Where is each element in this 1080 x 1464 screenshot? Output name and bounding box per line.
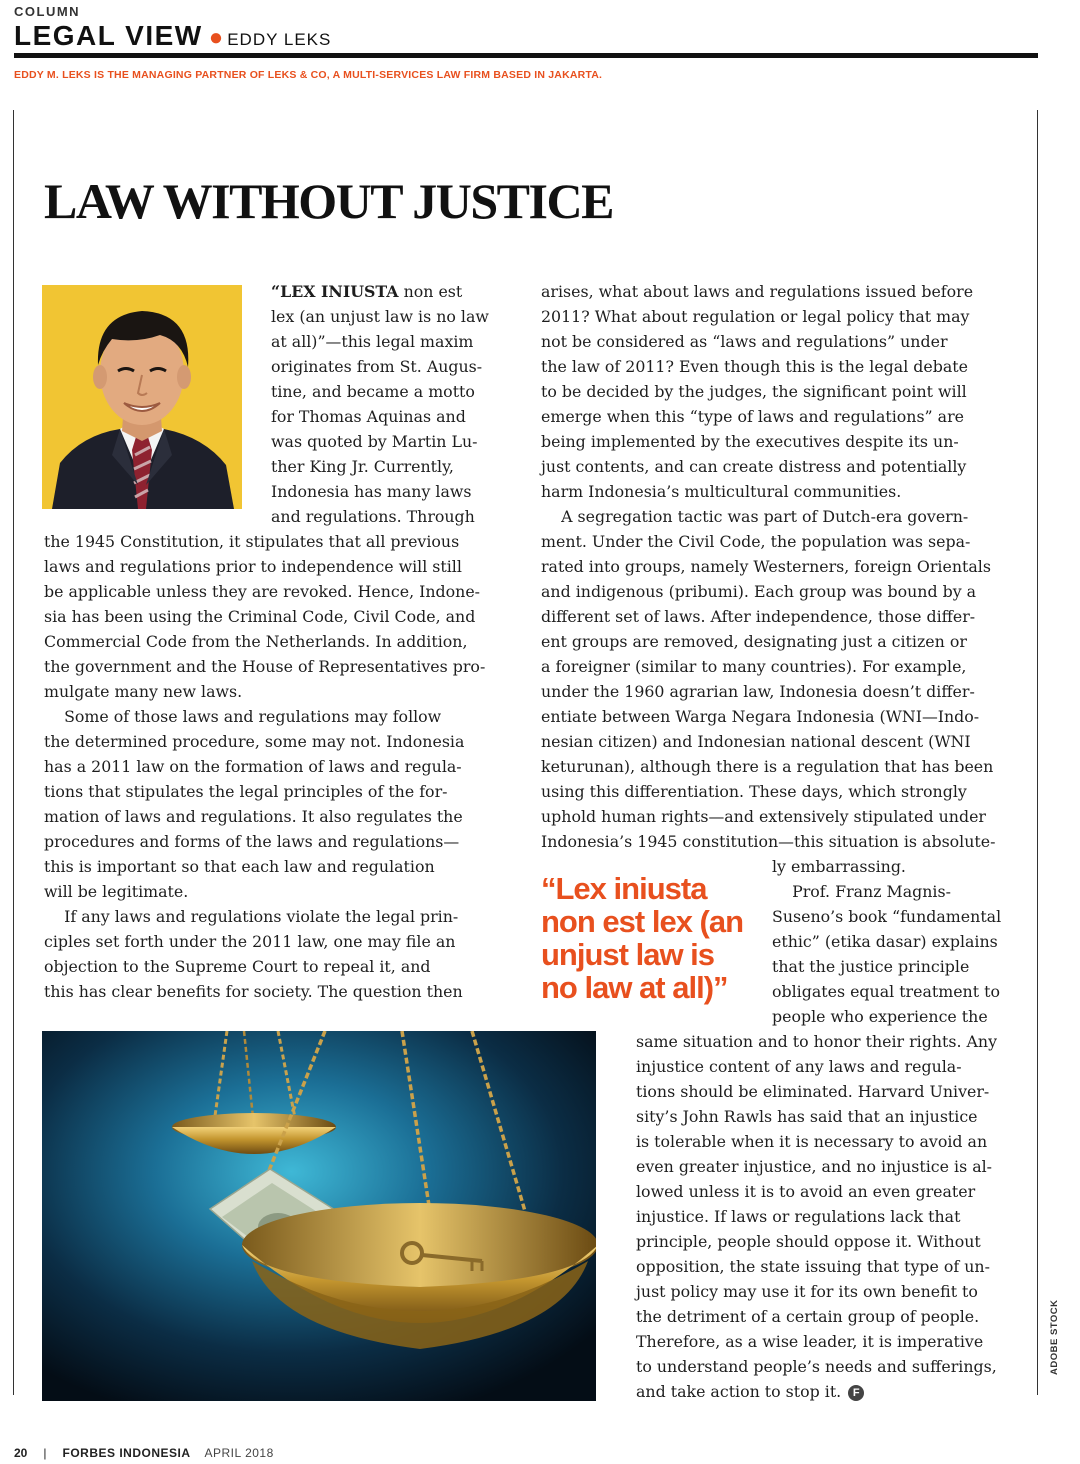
column-one-text — [44, 529, 485, 1004]
text-line: is tolerable when it is necessary to avoid an — [636, 1132, 988, 1151]
text-line: to be decided by the judges, the significant point will — [541, 382, 967, 401]
text-line: for Thomas Aquinas and — [271, 407, 466, 426]
header-rule — [14, 53, 1038, 58]
column-two-bottom-text — [636, 1029, 997, 1404]
pull-quote-line: no law at all)” — [541, 970, 728, 1005]
text-line: laws and regulations prior to independence will still — [44, 557, 462, 576]
column-two-text — [541, 279, 995, 854]
lead-in: “LEX INIUSTA — [271, 282, 399, 301]
text-line: Some of those laws and regulations may follow — [44, 707, 442, 726]
text-line: to understand people’s needs and sufferings, — [636, 1357, 997, 1376]
text-line: If any laws and regulations violate the legal prin- — [44, 907, 459, 926]
accent-dot-icon: ● — [208, 24, 224, 51]
text-line: ethic” (etika dasar) explains — [772, 932, 998, 951]
text-line: uphold human rights—and extensively stipulated under — [541, 807, 986, 826]
text-line: emerge when this “type of laws and regulations” are — [541, 407, 964, 426]
closing-text: and take action to stop it. — [636, 1382, 842, 1401]
text-line: harm Indonesia’s multicultural communities. — [541, 482, 902, 501]
column-author: EDDY LEKS — [227, 30, 332, 49]
left-column-rule — [13, 110, 14, 1395]
text-line: entiate between Warga Negara Indonesia (WNI—Indo- — [541, 707, 980, 726]
text-line: principle, people should oppose it. Without — [636, 1232, 981, 1251]
text-line: has a 2011 law on the formation of laws and regula- — [44, 757, 462, 776]
text-line: will be legitimate. — [44, 882, 189, 901]
text-line — [636, 1379, 997, 1404]
text-line: mulgate many new laws. — [44, 682, 243, 701]
text-line: under the 1960 agrarian law, Indonesia doesn’t differ- — [541, 682, 975, 701]
text-line: the government and the House of Representatives pro- — [44, 657, 486, 676]
text-line: 2011? What about regulation or legal policy that may — [541, 307, 970, 326]
pull-quote — [541, 872, 743, 1004]
section-kicker: COLUMN — [14, 4, 81, 19]
scales-of-justice-image — [42, 1031, 596, 1401]
column-header — [14, 20, 331, 52]
pull-quote-line: “Lex iniusta — [541, 871, 707, 906]
photo-credit: ADOBE STOCK — [1049, 1299, 1060, 1375]
issue-date: APRIL 2018 — [204, 1446, 274, 1460]
text-line: ent groups are removed, designating just a citizen or — [541, 632, 967, 651]
text-line: just contents, and can create distress and potentially — [541, 457, 967, 476]
lead-rest: non est — [398, 282, 463, 301]
end-mark-icon: F — [848, 1385, 864, 1401]
pull-quote-line: unjust law is — [541, 937, 715, 972]
text-line: sity’s John Rawls has said that an injustice — [636, 1107, 978, 1126]
text-line — [271, 279, 489, 304]
text-line: ciples set forth under the 2011 law, one may file an — [44, 932, 456, 951]
text-line: ther King Jr. Currently, — [271, 457, 454, 476]
author-note: EDDY M. LEKS IS THE MANAGING PARTNER OF LEKS & CO, A MULTI-SERVICES LAW FIRM BASED IN JAKARTA. — [14, 69, 603, 81]
text-line: tions that stipulates the legal principles of the for- — [44, 782, 448, 801]
text-line: different set of laws. After independence, those differ- — [541, 607, 976, 626]
text-line: even greater injustice, and no injustice is al- — [636, 1157, 993, 1176]
text-line: be applicable unless they are revoked. Hence, Indone- — [44, 582, 481, 601]
text-line: procedures and forms of the laws and regulations— — [44, 832, 460, 851]
text-line: was quoted by Martin Lu- — [271, 432, 478, 451]
text-line: injustice. If laws or regulations lack that — [636, 1207, 961, 1226]
text-line: the detriment of a certain group of people. — [636, 1307, 980, 1326]
text-line: not be considered as “laws and regulations” under — [541, 332, 948, 351]
text-line: this has clear benefits for society. The question then — [44, 982, 463, 1001]
article-headline: LAW WITHOUT JUSTICE — [44, 173, 613, 229]
text-line: Indonesia’s 1945 constitution—this situation is absolute- — [541, 832, 996, 851]
text-line: arises, what about laws and regulations issued before — [541, 282, 974, 301]
text-line: Therefore, as a wise leader, it is imperative — [636, 1332, 984, 1351]
text-line: and regulations. Through — [271, 507, 475, 526]
text-line: ly embarrassing. — [772, 857, 906, 876]
text-line: Suseno’s book “fundamental — [772, 907, 1002, 926]
text-line: at all)”—this legal maxim — [271, 332, 474, 351]
text-line: the 1945 Constitution, it stipulates that all previous — [44, 532, 460, 551]
text-line: same situation and to honor their rights. Any — [636, 1032, 998, 1051]
text-line: lowed unless it is to avoid an even greater — [636, 1182, 976, 1201]
text-line: a foreigner (similar to many countries). For example, — [541, 657, 967, 676]
author-portrait-illustration — [42, 285, 242, 509]
scales-illustration — [42, 1031, 596, 1401]
text-line: lex (an unjust law is no law — [271, 307, 489, 326]
text-line: and indigenous (pribumi). Each group was bound by a — [541, 582, 977, 601]
publication-name: FORBES INDONESIA — [62, 1446, 191, 1460]
right-column-rule — [1037, 110, 1038, 1395]
text-line: obligates equal treatment to — [772, 982, 1000, 1001]
text-line: the law of 2011? Even though this is the legal debate — [541, 357, 968, 376]
text-line: objection to the Supreme Court to repeal it, and — [44, 957, 431, 976]
pull-quote-line: non est lex (an — [541, 904, 744, 939]
text-line: that the justice principle — [772, 957, 970, 976]
page-footer — [14, 1446, 274, 1460]
text-line: injustice content of any laws and regula- — [636, 1057, 962, 1076]
page-number: 20 — [14, 1446, 28, 1460]
text-line: Prof. Franz Magnis- — [772, 882, 951, 901]
text-line: using this differentiation. These days, which strongly — [541, 782, 967, 801]
text-line: Indonesia has many laws — [271, 482, 472, 501]
column-two-narrow-text — [772, 854, 1001, 1029]
text-line: sia has been using the Criminal Code, Civil Code, and — [44, 607, 476, 626]
author-photo — [42, 285, 242, 509]
column-one-wrapped-text — [271, 279, 489, 529]
text-line: mation of laws and regulations. It also regulates the — [44, 807, 463, 826]
text-line: people who experience the — [772, 1007, 988, 1026]
text-line: tine, and became a motto — [271, 382, 475, 401]
text-line: Commercial Code from the Netherlands. In addition, — [44, 632, 468, 651]
text-line: tions should be eliminated. Harvard Univer- — [636, 1082, 990, 1101]
text-line: this is important so that each law and regulation — [44, 857, 435, 876]
footer-separator: | — [43, 1446, 47, 1460]
text-line: keturunan), although there is a regulation that has been — [541, 757, 994, 776]
column-name: LEGAL VIEW — [14, 20, 203, 51]
text-line: being implemented by the executives despite its un- — [541, 432, 959, 451]
text-line: A segregation tactic was part of Dutch-era govern- — [541, 507, 969, 526]
text-line: opposition, the state issuing that type of un- — [636, 1257, 990, 1276]
text-line: rated into groups, namely Westerners, foreign Orientals — [541, 557, 991, 576]
text-line: ment. Under the Civil Code, the population was sepa- — [541, 532, 971, 551]
text-line: nesian citizen) and Indonesian national descent (WNI — [541, 732, 971, 751]
text-line: originates from St. Augus- — [271, 357, 483, 376]
text-line: the determined procedure, some may not. Indonesia — [44, 732, 465, 751]
text-line: just policy may use it for its own benefit to — [636, 1282, 978, 1301]
